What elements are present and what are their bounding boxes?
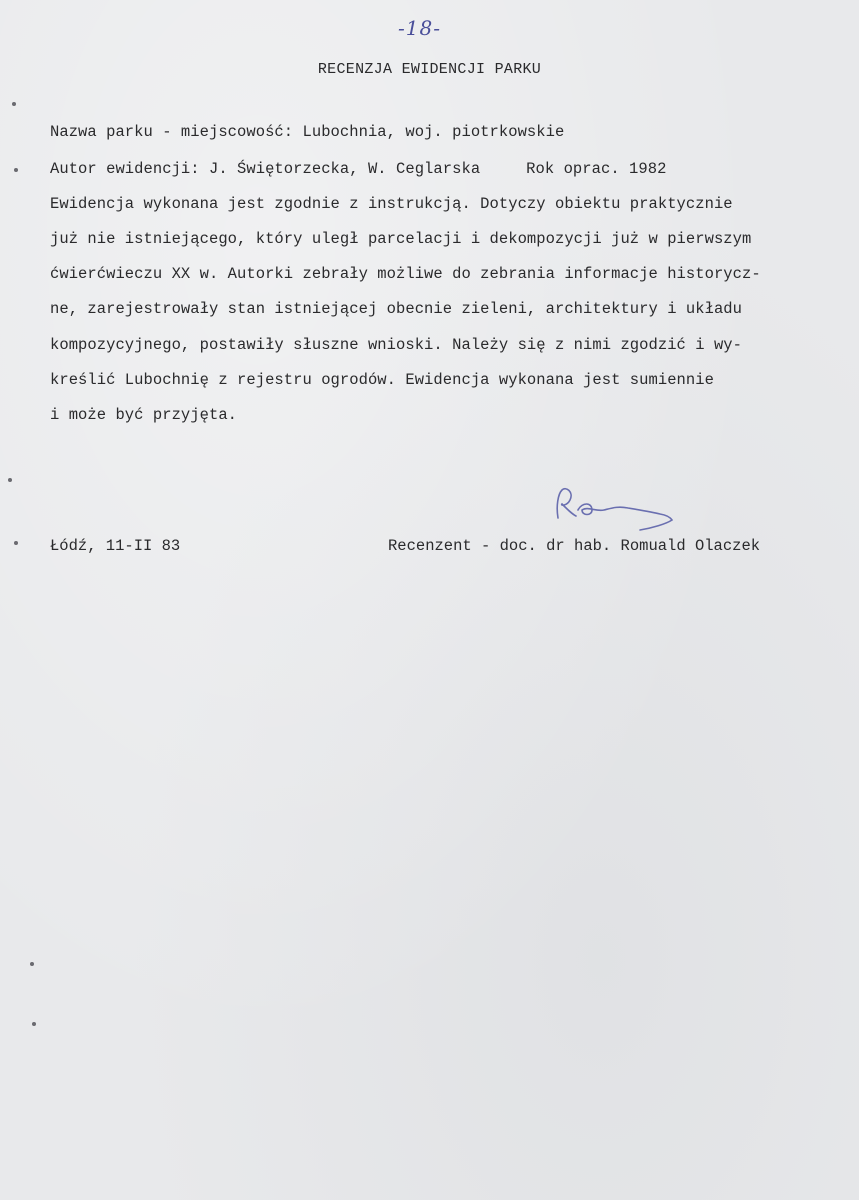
park-name-line: Nazwa parku - miejscowość: Lubochnia, woj. piotrkowskie (50, 123, 565, 141)
body-line: kreślić Lubochnię z rejestru ogrodów. Ewidencja wykonana jest sumiennie (50, 371, 714, 389)
author-line (50, 159, 666, 179)
body-line: kompozycyjnego, postawiły słuszne wnioski. Należy się z nimi zgodzić i wy- (50, 336, 743, 354)
page-number: -18- (398, 16, 441, 40)
year-text: Rok oprac. 1982 (526, 160, 667, 178)
body-line: i może być przyjęta. (50, 406, 238, 424)
reviewer-line: Recenzent - doc. dr hab. Romuald Olaczek (388, 537, 761, 555)
binder-hole-mark (8, 478, 12, 482)
body-line: ćwierćwieczu XX w. Autorki zebrały możliwe do zebrania informacje historycz- (50, 265, 761, 283)
document-title: RECENZJA EWIDENCJI PARKU (317, 61, 542, 78)
binder-hole-mark (30, 962, 34, 966)
body-line: już nie istniejącego, który uległ parcelacji i dekompozycji już w pierwszym (50, 230, 752, 248)
binder-hole-mark (14, 541, 18, 545)
place-date: Łódź, 11-II 83 (50, 537, 181, 555)
binder-hole-mark (12, 102, 16, 106)
body-line: Ewidencja wykonana jest zgodnie z instrukcją. Dotyczy obiektu praktycznie (50, 195, 733, 213)
reviewer-signature (548, 484, 688, 534)
author-text: Autor ewidencji: J. Świętorzecka, W. Ceglarska (50, 160, 481, 178)
binder-hole-mark (14, 168, 18, 172)
body-line: ne, zarejestrowały stan istniejącej obecnie zieleni, architektury i układu (50, 300, 743, 318)
binder-hole-mark (32, 1022, 36, 1026)
